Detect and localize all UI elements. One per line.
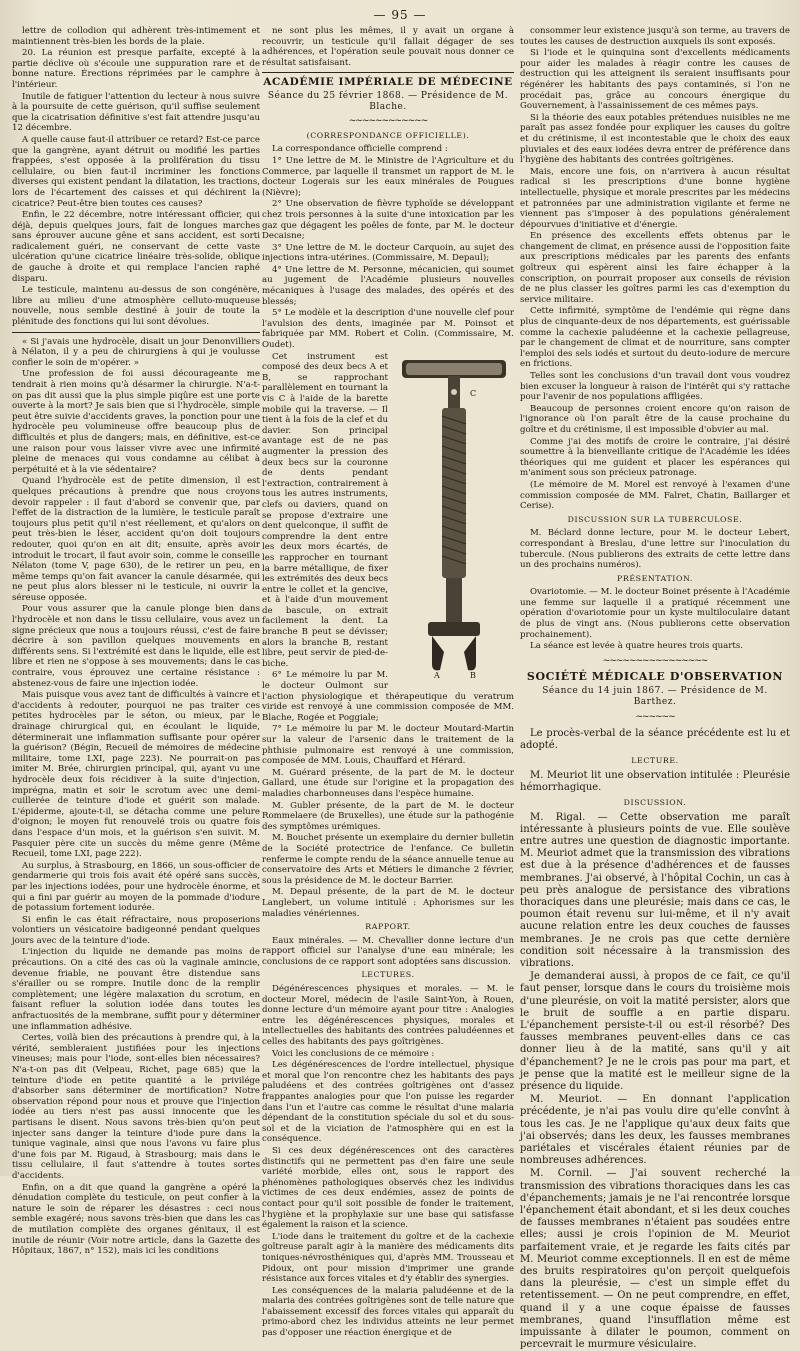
paragraph: Si l'iode et le quinquina sont d'excellents médicaments pour aider les malades à réagir contre les causes de destruction qui les atteignent ils seraient insuffisants pour régénérer les habitants des pays contaminés, si l'on ne procédait pas, grâce au concours énergique du Gouvernement, à l'assainissement de ces mêmes pays.	[520, 48, 790, 112]
paragraph: lettre de collodion qui adhèrent très-intimement et maintiennent très-bien les bords de la plaie.	[12, 26, 260, 47]
figure-label-b: B	[470, 670, 476, 680]
paragraph: consommer leur existence jusqu'à son terme, au travers de toutes les causes de destruction auxquels ils sont exposés.	[520, 26, 790, 47]
paragraph: M. Depaul présente, de la part de M. le docteur Langlebert, un volume intitulé : Aphorismes sur les maladies vénériennes.	[262, 887, 514, 919]
paragraph: Si enfin le cas était réfractaire, nous proposerions volontiers un vésicatoire badigeonné pendant quelques jours avec de la teinture d'iode.	[12, 914, 260, 946]
list-item: 1° Une lettre de M. le Ministre de l'Agriculture et du Commerce, par laquelle il transmet un rapport de M. le docteur Logerais sur les eaux minérales de Pougues (Nièvre);	[262, 155, 514, 198]
paragraph: L'iode dans le traitement du goître et de la cachexie goîtreuse paraît agir à la manière des médicaments dits toniques-névrosthéniques qui, d'après MM. Trousseau et Pidoux, ont pour mission d'imprimer une grande résistance aux forces vitales et d'y établir des synergies.	[262, 1231, 514, 1285]
ornament-divider: ~~~~~~	[635, 712, 675, 723]
paragraph: M. Béclard donne lecture, pour M. le docteur Lebert, correspondant à Breslau, d'une lettre sur l'inoculation du tubercule. (Nous publierons des extraits de cette lettre dans un des prochains numéros).	[520, 528, 790, 571]
societe-section	[520, 671, 790, 1351]
paragraph: En présence des excellents effets obtenus par le changement de climat, en présence aussi de l'opposition faite aux prescriptions médicales par les parents des enfants goîtreux qui espèrent ainsi les faire échapper à la conscription, on pourrait proposer aux conseils de révision de ne plus classer les goîtres parmi les cas d'exemption du service militaire.	[520, 231, 790, 305]
paragraph: Le testicule, maintenu au-dessus de son congénère, libre au milieu d'une atmosphère celluto-muqueuse nouvelle, nous semble destiné à jouir de toute la plénitude des fonctions qui lui sont dévolues.	[12, 285, 260, 328]
figure-label-a: A	[434, 670, 440, 680]
academy-session: Séance du 25 février 1868. — Présidence de M. Blache.	[267, 90, 509, 112]
paragraph: M. Bouchet présente un exemplaire du dernier bulletin de la Société protectrice de l'enfance. Ce bulletin renferme le compte rendu de la séance annuelle tenue au conservatoire des Arts et Métiers le dimanche 2 février, sous la présidence de M. le docteur Barrier.	[262, 833, 514, 886]
list-item: 4° Une lettre de M. Personne, mécanicien, qui soumet au jugement de l'Académie plusieurs nouvelles mécaniques à l'usage des malades, des opérés et des blessés;	[262, 264, 514, 307]
list-item: 3° Une lettre de M. le docteur Carquoin, au sujet des injections intra-utérines. (Commissaire, M. Depaul);	[262, 242, 514, 264]
paragraph: Je demanderai aussi, à propos de ce fait, ce qu'il faut penser, lorsque dans le cours du troisième mois d'une pleurésie, on voit la matité persister, alors que le bruit de souffle a en partie disparu. L'épanchement persiste-t-il ou est-il résorbé? Des fausses membranes peuvent-elles dans ce cas donner lieu à de la matité, sans qu'il y ait d'épanchement? Je ne le crois pas pour ma part, et je pense que la matité est le meilleur signe de la présence du liquide.	[520, 971, 790, 1092]
dental-key-figure	[394, 352, 514, 682]
paragraph: La correspondance officielle comprend :	[272, 144, 448, 155]
paragraph: Si la théorie des eaux potables prétendues nuisibles ne me paraît pas assez fondée pour expliquer les causes du goître et du crétinisme, il est incontestable que le choix des eaux pluviales et des eaux iodées devra entrer de préférence dans l'hygiène des habitants des contrées goîtrigènes.	[520, 112, 790, 166]
paragraph: M. Cornil. — J'ai souvent recherché la transmission des vibrations thoraciques dans les cas d'épanchements; jamais je ne l'ai rencontrée lorsque l'épanchement était abondant, et si les deux couches de fausses membranes n'étaient pas soudées entre elles; aussi je crois l'opinion de M. Meuriot parfaitement vraie, et je regarde les faits cités par M. Meuriot comme exceptionnels. Il en est de même des bruits respiratoires qu'on perçoit quelquefois dans la pleurésie, — c'est un simple effet du retentissement. — On ne peut comprendre, en effet, quand il y a une coque épaisse de fausses membranes, quand l'insufflation même est impuissante à dilater le poumon, comment on percevrait le murmure vésiculaire.	[520, 1168, 790, 1351]
paragraph: Eaux minérales. — M. Chevallier donne lecture d'un rapport officiel sur l'analyse d'une eau minérale; les conclusions de ce rapport sont adoptées sans discussion.	[262, 935, 514, 967]
paragraph: Beaucoup de personnes croient encore qu'on raison de l'ignorance où l'on paraît être de la cause prochaine du goître et du crétinisme, il est impossible d'obvier au mal.	[520, 403, 790, 435]
list-item: Cet instrument est composé des deux becs A et B, se rapprochant parallèlement en tournant la vis C à l'aide de la barette mobile qui la traverse. — Il tient à la fois de la clef et du davier. Son principal avantage est de ne pas augmenter la pression des deux becs sur la couronne de dents pendant l'extraction, contrairement à tous les autres instruments, clefs ou daviers, quand on se propose d'extraire une dent quelconque, il suffit de comprendre la dent entre les deux mors écartés, de les rapprocher en tournant la barre métallique, de fixer les extrémités des deux becs entre le collet et la gencive, et à l'aide d'un mouvement de bascule, on extrait facilement la dent. La branche B peut se dévisser; alors la branche B, restant libre, peut servir de pied-de-biche.	[262, 351, 388, 669]
lecture-heading: LECTURE.	[631, 756, 679, 766]
rapport-heading: RAPPORT.	[365, 922, 411, 932]
discussion-heading: DISCUSSION.	[623, 798, 687, 808]
column-left	[12, 26, 260, 1257]
paragraph: Voici les conclusions de ce mémoire :	[272, 1048, 435, 1059]
dental-key-illustration	[394, 352, 514, 682]
paragraph: A quelle cause faut-il attribuer ce retard? Est-ce parce que la gangrène, ayant détruit ou modifié les parties frappées, s'est opposée à la prolifération du tissu cellulaire, ou bien faut-il incriminer les fonctions diverses qui existent pendant la dilatation, les tractions, lors de l'écartement des caisses et qui déchirent la cicatrice? Peut-être bien toutes ces causes?	[12, 134, 260, 209]
list-item: 2° Une observation de fièvre typhoïde se développant chez trois personnes à la suite d'une intoxication par les gaz que dégagent les poêles de fonte, par M. le docteur Decaisne;	[262, 199, 514, 242]
list-item: 5° Le modèle et la description d'une nouvelle clef pour l'avulsion des dents, imaginée par M. Poinsot et fabriquée par MM. Robert et Colin. (Commissaire, M. Oudet).	[262, 308, 514, 351]
societe-title: SOCIÉTÉ MÉDICALE D'OBSERVATION	[526, 670, 784, 684]
page-number: — 95 —	[373, 8, 427, 22]
paragraph: Au surplus, à Strasbourg, en 1866, un sous-officier de gendarmerie qui trois fois avait été opéré sans succès, par les injections iodées, pour une hydrocèle énorme, et qui a fini par guérir au moyen de la pommade d'iodure de potassium fortement iodurée.	[12, 860, 260, 914]
academy-title: ACADÉMIE IMPÉRIALE DE MÉDECINE	[263, 76, 513, 89]
paragraph: ne sont plus les mêmes, il y avait un organe à recouvrir, un testicule qu'il fallait dégager de ses adhérences, et l'opération seule pouvait nous donner ce résultat satisfaisant.	[262, 26, 514, 68]
correspondence-heading: (CORRESPONDANCE OFFICIELLE).	[306, 130, 470, 140]
divider	[262, 72, 514, 73]
paragraph: 20. La réunion est presque parfaite, excepté à la partie déclive où s'écoule une suppuration rare et de bonne nature. Érections réprimées par le camphre à l'intérieur.	[12, 48, 260, 90]
paragraph: Enfin, le 22 décembre, notre intéressant officier, qui déjà, depuis quelques jours, fait de longues marches sans éprouver aucune gêne et sans accident, est sorti radicalement guéri, ne conservant de cette vaste ulcération qu'une cicatrice linéaire très-solide, oblique de gauche à droite et qui remplace l'ancien raphé disparu.	[12, 210, 260, 284]
lectures-heading: LECTURES.	[361, 970, 415, 980]
paragraph: M. Gubler présente, de la part de M. le docteur Rommelaere (de Bruxelles), une étude sur la pathogénie des symptômes urémiques.	[262, 800, 514, 832]
paragraph: M. Rigal. — Cette observation me paraît intéressante à plusieurs points de vue. Elle soulève entre autres une question de diagnostic importante. M. Meuriot admet que la transmission des vibrations est due à la présence d'adhérences et de fausses membranes. J'ai observé, à l'hôpital Cochin, un cas à peu près analogue de persistance des vibrations thoraciques dans une pleurésie; mais dans ce cas, le poumon était revenu sur lui-même, et il n'y avait aucune relation entre les deux couches de fausses membranes. Je ne crois pas que cette dernière condition soit nécessaire à la transmission des vibrations.	[520, 811, 790, 969]
paragraph: La séance est levée à quatre heures trois quarts.	[530, 641, 743, 652]
paragraph: Le procès-verbal de la séance précédente est lu et adopté.	[520, 727, 790, 752]
paragraph: M. Meuriot. — En donnant l'application précédente, je n'ai pas voulu dire qu'elle convînt à tous les cas. Je ne l'applique qu'aux deux faits que j'ai observés; dans les deux, les fausses membranes pariétales et viscérales étaient réunies par de nombreuses adhérences.	[520, 1094, 790, 1167]
paragraph: L'injection du liquide ne demande pas moins de précautions. On a cité des cas où la vaginale amincie, devenue friable, ne pouvant être distendue sans s'érailler ou se rompre. Inutile donc de la remplir complètement; une légère malaxation du scrotum, en faisant refluer la solution iodée dans toutes les anfractuosités de la membrane, suffit pour y déterminer une inflammation adhésive.	[12, 947, 260, 1032]
column-right-upper	[520, 26, 790, 652]
list-item: 6° Le mémoire lu par M. le docteur Oulmont sur l'action physiologique et thérapeutique du veratrum viride est renvoyé à une commission composée de MM. Blache, Rogée et Poggiale;	[262, 670, 514, 723]
paragraph: Mais puisque vous avez tant de difficultés à vaincre et d'accidents à redouter, pourquoi ne pas traiter ces petites hydrocèles par le séton, ou mieux, par le drainage chirurgical qui, en écoulant le liquide, déterminerait une inflammation suffisante pour opérer la guérison? (Bégin, Recueil de mémoires de médecine militaire, tome LXI, page 223). Ne pourrait-on pas imiter M. Brée, chirurgien principal, qui, ayant vu une hydrocèle deux fois récidiver à la suite d'injection, imprégna, matin et soir le scrotum avec une demi-cuillerée de teinture d'iode et guérit son malade. L'épiderme, ajoute-t-il, se détacha comme une pelure d'oignon; le moyen fut renouvelé trois ou quatre fois dans l'espace d'un mois, et la guérison s'en suivit. M. Pasquier père cite un succès du même genre (Même Recueil, tome LXI, page 222).	[12, 690, 260, 860]
column-right	[520, 26, 790, 1351]
ornament-divider: ~~~~~~~~~~~~~~~~	[602, 655, 708, 666]
paragraph: Comme j'ai des motifs de croire le contraire, j'ai désiré soumettre à la bienveillante critique de l'Académie les idées théoriques qui me guident et placer les espérances qui m'animent sous son précieux patronage.	[520, 436, 790, 479]
paragraph: Les dégénérescences de l'ordre intellectuel, physique et moral que l'on rencontre chez les habitants des pays paludéens et des contrées goîtrigènes ont d'assez frappantes analogies pour que l'on puisse les regarder dans l'un et l'autre cas comme le résultat d'une malaria dépendant de la constitution spéciale du sol et du sous-sol et de la viciation de l'atmosphère qui en est la conséquence.	[262, 1060, 514, 1145]
paragraph: « Si j'avais une hydrocèle, disait un jour Denonvilliers à Nélaton, il y a peu de chirurgiens à qui je voulusse confier le soin de m'opérer. »	[12, 336, 260, 368]
column-middle	[262, 26, 514, 1339]
paragraph: Les conséquences de la malaria paludéenne et de la malaria des contrées goîtrigènes sont de telle nature que l'abaissement excessif des forces vitales qui apparaît du primo-abord chez les individus atteints ne leur permet pas d'opposer une réaction énergique et de	[262, 1285, 514, 1339]
paragraph: M. Meuriot lit une observation intitulée : Pleurésie hémorrhagique.	[520, 769, 790, 793]
paragraph: Dégénérescences physiques et morales. — M. le docteur Morel, médecin de l'asile Saint-Yon, à Rouen, donne lecture d'un mémoire ayant pour titre : Analogies entre les dégénérescences physiques, morales et intellectuelles des habitants des contrées paludéennes et celles des habitants des pays goîtrigènes.	[262, 984, 514, 1048]
paragraph: (Le mémoire de M. Morel est renvoyé à l'examen d'une commission composée de MM. Falret, Chatin, Baillarger et Cerise).	[520, 479, 790, 512]
paragraph: Cette infirmité, symptôme de l'endémie qui règne dans plus de cinquante-deux de nos départements, est guérissable comme la cachexie paludéenne et la cachexie pellagreuse, par le changement de climat et de nourriture, sans compter l'emploi des sels iodés et surtout du deuto-iodure de mercure en frictions.	[520, 306, 790, 370]
presentation-heading: PRÉSENTATION.	[617, 573, 693, 583]
paragraph: Telles sont les conclusions d'un travail dont vous voudrez bien excuser la longueur à raison de l'intérêt qui s'y rattache pour l'avenir de nos populations affligées.	[520, 371, 790, 403]
societe-session: Séance du 14 juin 1867. — Présidence de M. Barthez.	[542, 685, 768, 708]
paragraph: Enfin, on a dit que quand la gangrène a opéré la dénudation complète du testicule, on peut confier à la nature le soin de réparer les désastres : ceci nous semble exagéré; nous savons très-bien que dans les cas de mutilation complète des organes génitaux, il est inutile de réunir (Voir notre article, dans la Gazette des Hôpitaux, 1867, n° 152), mais ici les conditions	[12, 1182, 260, 1257]
paragraph: Pour vous assurer que la canule plonge bien dans l'hydrocèle et non dans le tissu cellulaire, vous avez un signe précieux que nous a toujours réussi, c'est de faire décrire à son pavillon quelques mouvements en différents sens. Si l'extrémité est dans le liquide, elle est libre et rien ne s'oppose à ses mouvements; dans le cas contraire, vous éprouvez une certaine résistance : abstenez-vous de faire une injection iodée.	[12, 604, 260, 689]
paragraph: Certes, voilà bien des précautions à prendre qui, à la vérité, sembleraient justifiées pour les injections vineuses; mais pour l'iode, sont-elles bien nécessaires? N'a-t-on pas dit (Velpeau, Richet, page 685) que la teinture d'iode en petite quantité a le privilége d'absorber sans déterminer de mortification? Notre observation répond pour nous et prouve que l'injection iodée au tiers n'est pas aussi innocente que les partisans le disent. Nous savons très-bien qu'on peut injecter sans danger la teinture d'iode pure dans la tunique vaginale, ainsi que nous l'avons vu faire plus d'une fois par M. Rigaud, à Strasbourg; mais dans le tissu cellulaire, il faut s'attendre à toutes sortes d'accidents.	[12, 1033, 260, 1181]
paragraph: Ovariotomie. — M. le docteur Boinet présente à l'Académie une femme sur laquelle il a pratiqué récemment une opération d'ovariotomie pour un kyste multiloculaire datant de plus de vingt ans. (Nous publierons cette observation prochainement).	[520, 587, 790, 640]
divider	[12, 332, 260, 333]
paragraph: Une profession de foi aussi décourageante me tendrait à rien moins qu'à désarmer la chirurgie. N'a-t-on pas dit aussi que la plus simple piqûre est une porte ouverte à la mort? Je sais bien que si l'hydrocèle, simple peut être suivie d'accidents graves, la ponction pour une hydrocèle peu volumineuse offre beaucoup plus de difficultés et plus de dangers; mais, en définitive, est-ce une raison pour vous laisser vivre avec une infirmité pleine de menaces qui vous condamne au célibat à perpétuité et à la vie sédentaire?	[12, 369, 260, 475]
tuberculose-heading: DISCUSSION SUR LA TUBERCULOSE.	[567, 514, 743, 524]
paragraph: Quand l'hydrocèle est de petite dimension, il est quelques précautions à prendre que nous croyons devoir rappeler : il faut d'abord se convenir que, par l'effet de la distraction de la lumière, le testicule paraît toujours plus petit qu'il n'est réellement, et qu'alors on peut très-bien le léser, accident qu'on doit toujours redouter, quoi qu'on en ait dit; ensuite, après avoir introduit le trocart, il faut avoir soin, comme le conseille Nélaton (tome V, page 630), de le retirer un peu, en même temps qu'on fait avancer la canule désarmée, qui ne peut plus alors blesser ni le testicule, ni ouvrir la séreuse opposée.	[12, 476, 260, 603]
paragraph: Inutile de fatiguer l'attention du lecteur à nous suivre à la poursuite de cette guérison, qu'il suffise seulement que la cicatrisation définitive s'est fait attendre jusqu'au 12 décembre.	[12, 91, 260, 134]
paragraph: M. Guérard présente, de la part de M. le docteur Gallard, une étude sur l'origine et la propagation des maladies charbonneuses dans l'espèce humaine.	[262, 767, 514, 799]
paragraph: Si ces deux dégénérescences ont des caractères distinctifs qui ne permettent pas d'en faire une seule variété morbide, elles ont, sous le rapport des phénomènes pathologiques observés chez les individus victimes de ces deux endémies, assez de points de contact pour qu'il soit possible de fonder le traitement, l'hygiène et la prophylaxie sur une base qui satisfasse également la raison et la science.	[262, 1145, 514, 1231]
list-item: 7° Le mémoire lu par M. le docteur Moutard-Martin sur la valeur de l'arsenic dans le traitement de la phthisie pulmonaire est renvoyé à une commission, composée de MM. Louis, Chauffard et Hérard.	[262, 724, 514, 767]
ornament-divider: ~~~~~~~~~~~~	[348, 116, 428, 127]
figure-label-c: C	[470, 388, 477, 398]
paragraph: Mais, encore une fois, on n'arrivera à aucun résultat radical si les prescriptions d'une bonne hygiène intellectuelle, physique et morale prescrites par les médecins et patronnées par une administration vigilante et ferme ne viennent pas s'imposer à des populations généralement dépourvues d'initiative et d'énergie.	[520, 166, 790, 230]
